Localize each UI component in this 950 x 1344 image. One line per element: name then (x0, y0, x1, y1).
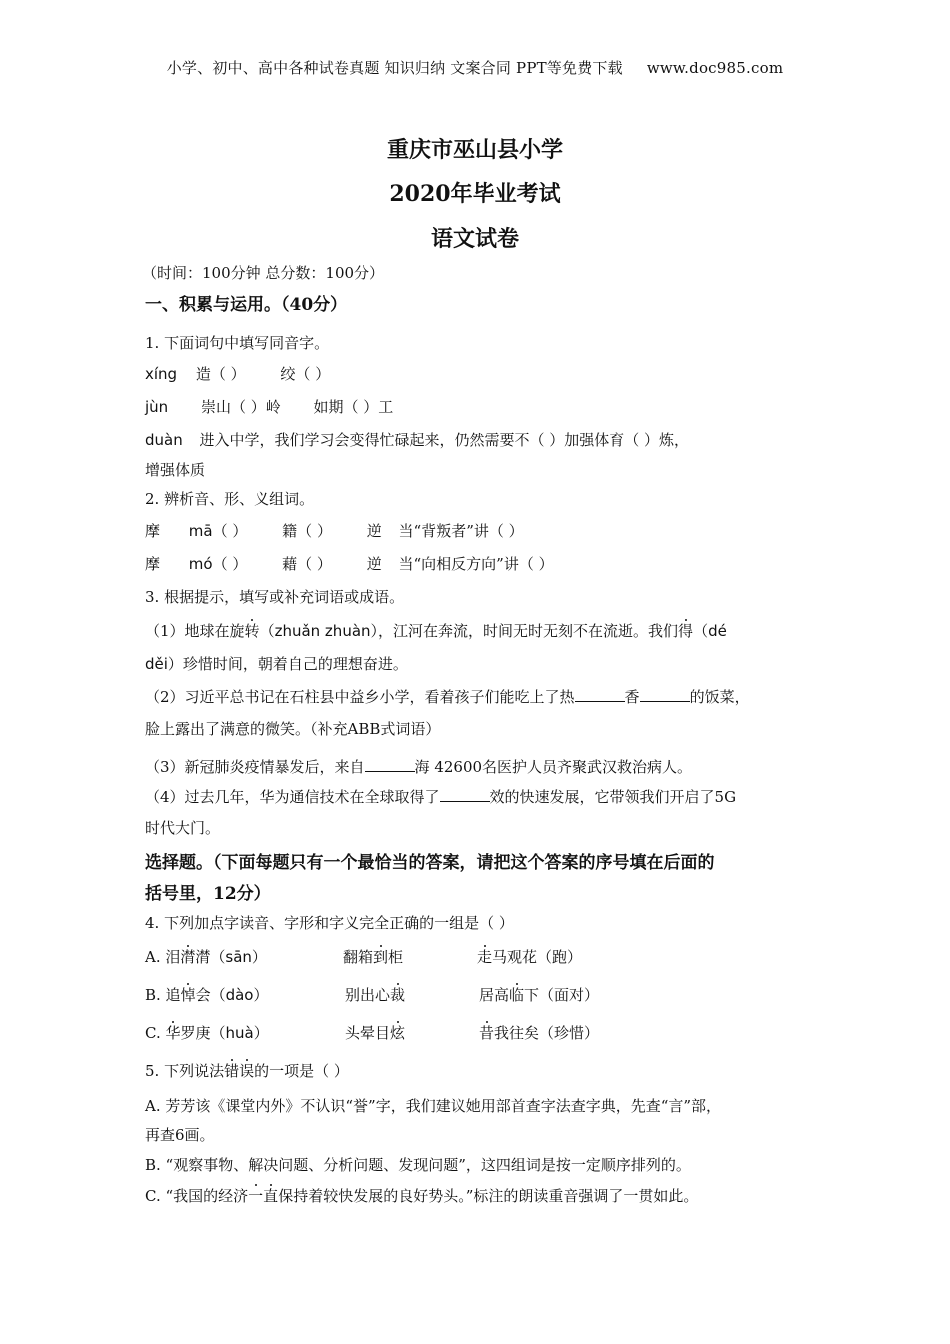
dotted-char: 临 (509, 986, 525, 1004)
q3-p1-cont: ）珍惜时间，朝着自己的理想奋进。 (167, 655, 408, 673)
dotted-char: 错 (224, 1062, 240, 1080)
pinyin: duàn (145, 431, 183, 449)
option-text: 罗庚（ (180, 1024, 226, 1042)
dotted-char: 到 (373, 948, 389, 966)
dotted-char: 炫 (390, 1024, 406, 1042)
q3-item-1 (145, 620, 727, 641)
q5-c-b: 保持着较快发展的良好势头。”标注的朗读重音强调了一贯如此。 (278, 1187, 699, 1205)
q2-r2-b: 藉（ ） (282, 555, 332, 573)
q4-option-c (145, 1022, 600, 1043)
option-text: 下（面对） (524, 986, 600, 1004)
pinyin: mā (188, 522, 213, 540)
q4-option-a (145, 946, 583, 967)
section-1-heading: 一、积累与运用。（40分） (145, 295, 348, 315)
page-header (0, 57, 950, 78)
header-text: 小学、初中、高中各种试卷真题 知识归纳 文案合同 PPT等免费下载 (166, 59, 623, 77)
q3-p4-a: （4）过去几年，华为通信技术在全球取得了 (145, 788, 440, 806)
option-text: 会（ (195, 986, 226, 1004)
pinyin: děi (145, 655, 168, 673)
q3-p1-d: （ (693, 622, 709, 640)
q5-stem-a: 5. 下列说法 (145, 1062, 225, 1080)
exam-title-subject: 语文试卷 (430, 226, 519, 252)
q1-r3-continued: 增强体质 (145, 461, 206, 479)
q1-row-3 (145, 429, 689, 450)
q4-a-word-2 (343, 946, 403, 967)
pinyin: dé (708, 622, 727, 640)
q3-item-4 (145, 786, 736, 807)
option-label: A. 泪 (145, 948, 181, 966)
q4-c-word-3 (479, 1022, 599, 1043)
q1-r1-b: 绞（ ） (280, 365, 331, 383)
q3-item-1-cont (145, 653, 408, 674)
dotted-char: 得 (678, 622, 694, 640)
dotted-char: 潸 (180, 948, 196, 966)
option-text: 马观花（跑） (492, 948, 583, 966)
pinyin: zhuǎn zhuàn (274, 622, 371, 640)
q1-r2-b: 如期（ ）工 (313, 398, 394, 416)
q1-r3-text: 进入中学，我们学习会变得忙碌起来，仍然需要不（ ）加强体育（ ）炼， (199, 431, 690, 449)
q3-p1-a: （1）地球在旋 (145, 622, 245, 640)
q1-stem: 1. 下面词句中填写同音字。 (145, 334, 330, 352)
q5-stem (145, 1060, 349, 1081)
q4-c-word-2 (345, 1022, 405, 1043)
option-text: 别出心 (345, 986, 391, 1004)
q3-stem: 3. 根据提示，填写或补充词语或成语。 (145, 588, 405, 606)
option-text: ） (251, 948, 267, 966)
answer-blank[interactable] (575, 687, 625, 702)
q2-r2-char: 摩 (145, 555, 161, 573)
q3-p2-a: （2）习近平总书记在石柱县中益乡小学，看着孩子们能吃上了热 (145, 688, 575, 706)
q3-p2-c: 的饭菜， (689, 688, 750, 706)
exam-title-year: 2020年毕业考试 (389, 181, 561, 207)
dotted-char: 裁 (390, 986, 406, 1004)
q1-row-1 (145, 363, 330, 384)
pinyin: jùn (145, 398, 169, 416)
dotted-char: 误 (239, 1062, 255, 1080)
q2-row-1 (145, 520, 524, 541)
option-text: 翻箱 (343, 948, 374, 966)
section-2-heading-1: 选择题。（下面每题只有一个最恰当的答案，请把这个答案的序号填在后面的 (145, 853, 715, 873)
q3-item-3 (145, 756, 692, 777)
q4-a-word-3 (477, 946, 582, 967)
dotted-char: 华 (165, 1024, 181, 1042)
option-label: B. 追 (145, 986, 181, 1004)
dotted-char: 直 (263, 1187, 279, 1205)
pinyin: sān (225, 948, 252, 966)
option-label: C. (145, 1024, 166, 1042)
q2-r2-d: 当“向相反方向”讲（ ） (398, 555, 554, 573)
q2-r1-blank: （ ） (212, 522, 248, 540)
dotted-char: 昔 (479, 1024, 495, 1042)
q5-option-b: B. “观察事物、解决问题、分析问题、发现问题”，这四组词是按一定顺序排列的。 (145, 1156, 691, 1174)
exam-title-school: 重庆市巫山县小学 (386, 137, 563, 163)
q1-row-2 (145, 396, 393, 417)
q2-r2-c: 逆 (366, 555, 382, 573)
q2-row-2 (145, 553, 554, 574)
option-text: ） (253, 1024, 269, 1042)
pinyin: mó (188, 555, 213, 573)
q3-p3-b: 海 42600名医护人员齐聚武汉救治病人。 (414, 758, 693, 776)
q5-stem-b: 的一项是（ ） (254, 1062, 349, 1080)
option-text: 居高 (479, 986, 510, 1004)
q3-item-2-cont: 脸上露出了满意的微笑。（补充ABB式词语） (145, 720, 441, 738)
answer-blank[interactable] (440, 787, 490, 802)
q4-option-b (145, 984, 600, 1005)
dotted-char: 悼 (180, 986, 196, 1004)
option-text: 头晕目 (345, 1024, 391, 1042)
q2-stem: 2. 辨析音、形、义组词。 (145, 490, 315, 508)
q4-b-word-3 (479, 984, 599, 1005)
q1-r1-a: 造（ ） (195, 365, 246, 383)
q2-r2-blank: （ ） (212, 555, 248, 573)
option-text: ） (253, 986, 269, 1004)
q3-p3-a: （3）新冠肺炎疫情暴发后，来自 (145, 758, 365, 776)
dotted-char: 走 (477, 948, 493, 966)
q5-option-c (145, 1185, 698, 1206)
q3-item-4-cont: 时代大门。 (145, 819, 221, 837)
section-2-heading-2: 括号里，12分） (145, 884, 271, 904)
q2-r1-b: 籍（ ） (282, 522, 332, 540)
q5-option-a: A. 芳芳该《课堂内外》不认识“誉”字，我们建议她用部首查字法查字典，先查“言”部， (145, 1097, 722, 1115)
q3-p1-c: ），江河在奔流，时间无时无刻不在流逝。我们 (370, 622, 679, 640)
option-text: 潸（ (195, 948, 226, 966)
exam-meta: （时间：100分钟 总分数：100分） (142, 264, 385, 282)
q3-item-2 (145, 686, 750, 707)
q5-option-a-cont: 再查6画。 (145, 1126, 215, 1144)
q1-r2-a: 崇山（ ）岭 (200, 398, 281, 416)
q4-stem: 4. 下列加点字读音、字形和字义完全正确的一组是（ ） (145, 914, 514, 932)
pinyin: huà (225, 1024, 254, 1042)
q3-p4-b: 效的快速发展，它带领我们开启了5G (489, 788, 737, 806)
header-url[interactable]: www.doc985.com (646, 59, 784, 77)
answer-blank[interactable] (365, 757, 415, 772)
q3-p1-b: （ (259, 622, 275, 640)
option-text: 柜 (388, 948, 404, 966)
q5-c-a: C. “我国的经济 (145, 1187, 249, 1205)
dotted-char: 转 (244, 622, 260, 640)
q3-p2-b: 香 (624, 688, 640, 706)
dotted-char: 一 (248, 1187, 264, 1205)
q2-r1-char: 摩 (145, 522, 161, 540)
q2-r1-d: 当“背叛者”讲（ ） (398, 522, 524, 540)
pinyin: dào (225, 986, 254, 1004)
answer-blank[interactable] (640, 687, 690, 702)
q2-r1-c: 逆 (366, 522, 382, 540)
option-text: 我往矣（珍惜） (494, 1024, 600, 1042)
q4-b-word-2 (345, 984, 405, 1005)
pinyin: xíng (145, 365, 178, 383)
